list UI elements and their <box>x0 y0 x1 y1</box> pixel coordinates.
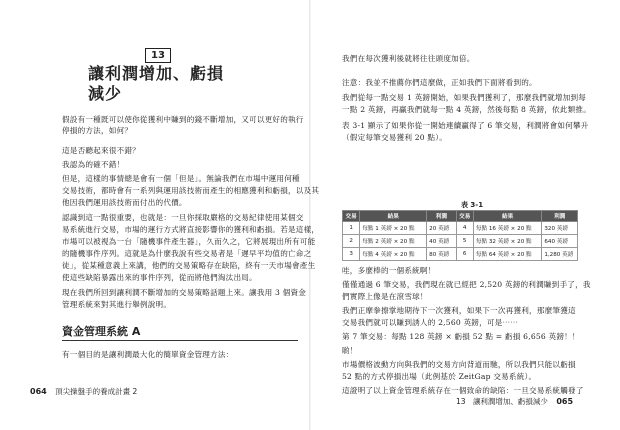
paragraph-line: 52 點的方式停損出場（此例基於 ZeitGap 交易系統）。 <box>342 372 537 381</box>
paragraph-line: 徒」，從某種意義上來講，他們的交易策略存在缺陷，終有一天市場會產生 <box>62 261 316 270</box>
table-cell: 1 <box>343 222 360 235</box>
paragraph-line: 有一個目的是讓利潤最大化的簡單資金管理方法： <box>62 350 234 359</box>
paragraph-line: 我們正摩拳擦掌地期待下一次獲利，如果下一次再獲利，那麼筆獲這 <box>342 306 576 315</box>
running-title: 頂尖操盤手的養成計畫 2 <box>55 387 138 396</box>
paragraph-line: 假設有一種既可以使你從獲利中賺到的錢不斷增加，又可以更好的執行 <box>62 115 304 124</box>
paragraph-line: 管理系統來對其進行舉例說明。 <box>62 300 172 309</box>
running-title: 讓利潤增加、虧損減少 <box>472 397 548 406</box>
paragraph-line: 停損的方法，如何？ <box>62 126 133 135</box>
paragraph-line: 我們從每一點交易 1 英鎊開始，如果我們獲利了，那麼我們就增加到每 <box>342 93 587 102</box>
table-cell: 每點 32 英鎊 × 20 點 <box>473 235 541 248</box>
table-row <box>343 248 578 261</box>
paragraph-line: （假定每筆交易獲利 20 點）。 <box>342 133 448 142</box>
paragraph-line: 們實際上像是在滾雪球！ <box>342 292 428 301</box>
paragraph-line: 這證明了以上資金管理系統存在一個致命的缺陷：一旦交易系統觸發了 <box>342 386 584 395</box>
table-cell: 320 英鎊 <box>542 222 578 235</box>
paragraph-line: 注意：我並不推薦你們這麼做，正如我們下面將看到的。 <box>342 78 537 87</box>
table-cell: 20 英鎊 <box>427 222 456 235</box>
trades-table <box>342 210 578 261</box>
page-number: 064 <box>30 387 47 396</box>
table-cell: 1,280 英鎊 <box>542 248 578 261</box>
paragraph-line: 表 3-1 顯示了如果你從一開始連續贏得了 6 筆交易，利潤將會如何攀升 <box>342 121 589 130</box>
table-cell: 40 英鎊 <box>427 235 456 248</box>
table-cell: 80 英鎊 <box>427 248 456 261</box>
table-cell: 6 <box>456 248 473 261</box>
paragraph-line: 市場可以被視為一台「隨機事件產生器」，久而久之，它將展現出所有可能 <box>62 237 316 246</box>
chapter-number-box: 13 <box>145 48 171 63</box>
paragraph-line: 哇，多麼棒的一個系統啊！ <box>342 266 436 275</box>
paragraph-line: 易系統進行交易，市場的運行方式將直接影響你的獲利和虧損。若是這樣， <box>62 225 320 234</box>
table-cell: 3 <box>343 248 360 261</box>
table-cell: 每點 1 英鎊 × 20 點 <box>360 222 427 235</box>
paragraph-line: 但是，這樣的事情總是會有一個「但是」。無論我們在市場中運用何種 <box>62 174 300 183</box>
table-header: 利潤 <box>542 211 578 222</box>
table-cell: 每點 4 英鎊 × 20 點 <box>360 248 427 261</box>
table-header: 結果 <box>473 211 541 222</box>
table-header: 交易 <box>343 211 360 222</box>
paragraph-line: 現在我們所回到讓利潤不斷增加的交易策略話題上來。讓我用 3 個資金 <box>62 288 307 297</box>
table-cell: 2 <box>343 235 360 248</box>
right-footer <box>456 397 573 407</box>
paragraph-line: 市場價格波動方向與我們的交易方向背道而馳，所以我們只能以虧損 <box>342 360 576 369</box>
chapter-title: 讓利潤增加、虧損減少 <box>88 64 225 103</box>
paragraph-line: 的隨機事件序列。這就是為什麼我說有些交易者是「遲早平均值的亡命之 <box>62 249 312 258</box>
left-footer <box>30 387 137 397</box>
paragraph-line: 僅僅通過 6 筆交易，我們現在就已經把 2,520 英鎊的利潤賺到手了，我 <box>342 280 591 289</box>
table-cell: 每點 16 英鎊 × 20 點 <box>473 222 541 235</box>
table-row <box>343 222 578 235</box>
section-heading: 資金管理系統 A <box>62 325 141 338</box>
page-number: 065 <box>556 397 574 406</box>
paragraph-line: 使這些缺陷暴露出來的事件序列，從而將他們淘汰出局。 <box>62 273 257 282</box>
paragraph-line: 我認為的確不錯！ <box>62 160 125 169</box>
paragraph-line: 我們在每次獲利後就將往往頭度加倍。 <box>342 54 475 63</box>
section-divider <box>62 340 298 341</box>
table-cell: 5 <box>456 235 473 248</box>
table-header: 結果 <box>360 211 427 222</box>
paragraph-line: 一點 2 英鎊，再贏我們就每一點 4 英鎊，然後每點 8 英鎊，依此類推。 <box>342 105 591 114</box>
table-header: 利潤 <box>427 211 456 222</box>
table-cell: 每點 64 英鎊 × 20 點 <box>473 248 541 261</box>
paragraph-line: 他因我們運用該技術而付出的代價。 <box>62 198 187 207</box>
paragraph-line: 認識到這一點很重要，也就是：一旦你採取嚴格的交易紀律使用某個交 <box>62 213 304 222</box>
table-cell: 640 英鎊 <box>542 235 578 248</box>
table-caption: 表 3-1 <box>461 201 484 209</box>
chapter-marker: 13 <box>456 397 466 406</box>
paragraph-line: 交易技術，都時會有一系列與運用該技術而產生的相應獲利和虧損，以及其 <box>62 186 320 195</box>
table-header: 交易 <box>456 211 473 222</box>
table-header-row <box>343 211 578 222</box>
paragraph-line: 喲！ <box>342 346 358 355</box>
table-row <box>343 235 578 248</box>
table-cell: 每點 2 英鎊 × 20 點 <box>360 235 427 248</box>
table-cell: 4 <box>456 222 473 235</box>
paragraph-line: 這是否聽起來很不錯？ <box>62 146 140 155</box>
paragraph-line: 交易我們就可以賺到誘人的 2,560 英鎊，可是⋯⋯ <box>342 318 519 327</box>
paragraph-line: 第 7 筆交易：每點 128 英鎊 × 虧損 52 點 = 虧損 6,656 英鎊！！ <box>342 332 580 341</box>
